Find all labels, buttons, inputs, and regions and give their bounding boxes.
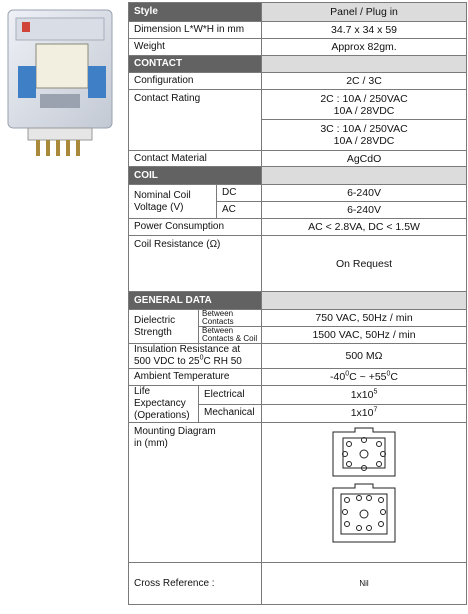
ac-label: AC: [217, 202, 262, 219]
weight-value: Approx 82gm.: [262, 39, 467, 56]
between-contacts-value: 750 VAC, 50Hz / min: [262, 310, 467, 327]
spec-row: [129, 310, 467, 327]
insulation-label: Insulation Resistance at 500 VDC to $25^0C$ RH 50: [129, 344, 262, 369]
insulation-value: 500 MΩ: [262, 344, 467, 369]
spec-row: [129, 369, 467, 386]
spec-row: [129, 344, 467, 369]
coil-section-title: COIL: [129, 167, 262, 185]
dc-label: DC: [217, 185, 262, 202]
dimension-value: 34.7 x 34 x 59: [262, 22, 467, 39]
spec-row: [129, 386, 467, 405]
ambient-value: $-40^0C$ ~ $+55^0C$: [262, 369, 467, 386]
mounting-diagrams: [262, 423, 467, 563]
spec-row: [129, 219, 467, 236]
configuration-label: Configuration: [129, 73, 262, 90]
spec-row: [129, 236, 467, 292]
configuration-value: 2C / 3C: [262, 73, 467, 90]
coil-resistance-value: On Request: [262, 236, 467, 292]
cross-reference-label: Cross Reference :: [129, 563, 262, 605]
general-data-section: [129, 292, 467, 310]
mechanical-label: Mechanical: [199, 404, 262, 423]
contact-rating-label: Contact Rating: [129, 90, 262, 151]
style-value: Panel / Plug in: [262, 3, 467, 22]
spec-row: [129, 151, 467, 167]
life-expectancy-label: Life Expectancy (Operations): [129, 386, 199, 423]
dielectric-label: Dielectric Strength: [129, 310, 199, 344]
electrical-value: $1x10^5$: [262, 386, 467, 405]
mechanical-value: $1x10^7$: [262, 404, 467, 423]
contact-rating-2c: 2C : 10A / 250VAC 10A / 28VDC: [262, 90, 467, 120]
style-row: [129, 3, 467, 22]
nominal-voltage-label: Nominal Coil Voltage (V): [129, 185, 217, 219]
spec-table: [128, 2, 467, 605]
coil-resistance-label: Coil Resistance (Ω): [129, 236, 262, 292]
spec-row: [129, 185, 467, 202]
power-value: AC < 2.8VA, DC < 1.5W: [262, 219, 467, 236]
contact-section: [129, 56, 467, 73]
style-label: Style: [129, 3, 262, 22]
between-contacts-coil-value: 1500 VAC, 50Hz / min: [262, 327, 467, 344]
contact-section-title: CONTACT: [129, 56, 262, 73]
spec-row: [129, 90, 467, 120]
relay-photo: [6, 4, 116, 160]
dimension-label: Dimension L*W*H in mm: [129, 22, 262, 39]
mounting-diagram: [319, 424, 409, 558]
cross-reference-value: Nil: [262, 563, 467, 605]
ac-value: 6-240V: [262, 202, 467, 219]
coil-section: [129, 167, 467, 185]
spec-row: [129, 39, 467, 56]
between-contacts-label: Between Contacts: [199, 310, 262, 327]
general-data-title: GENERAL DATA: [129, 292, 262, 310]
contact-rating-3c: 3C : 10A / 250VAC 10A / 28VDC: [262, 120, 467, 151]
contact-material-label: Contact Material: [129, 151, 262, 167]
ambient-label: Ambient Temperature: [129, 369, 262, 386]
spec-row: [129, 73, 467, 90]
contact-material-value: AgCdO: [262, 151, 467, 167]
weight-label: Weight: [129, 39, 262, 56]
spec-row: [129, 563, 467, 605]
power-label: Power Consumption: [129, 219, 262, 236]
mounting-row: [129, 423, 467, 563]
mounting-label: Mounting Diagram in (mm): [129, 423, 262, 563]
between-contacts-coil-label: Between Contacts & Coil: [199, 327, 262, 344]
spec-row: [129, 22, 467, 39]
electrical-label: Electrical: [199, 386, 262, 405]
dc-value: 6-240V: [262, 185, 467, 202]
